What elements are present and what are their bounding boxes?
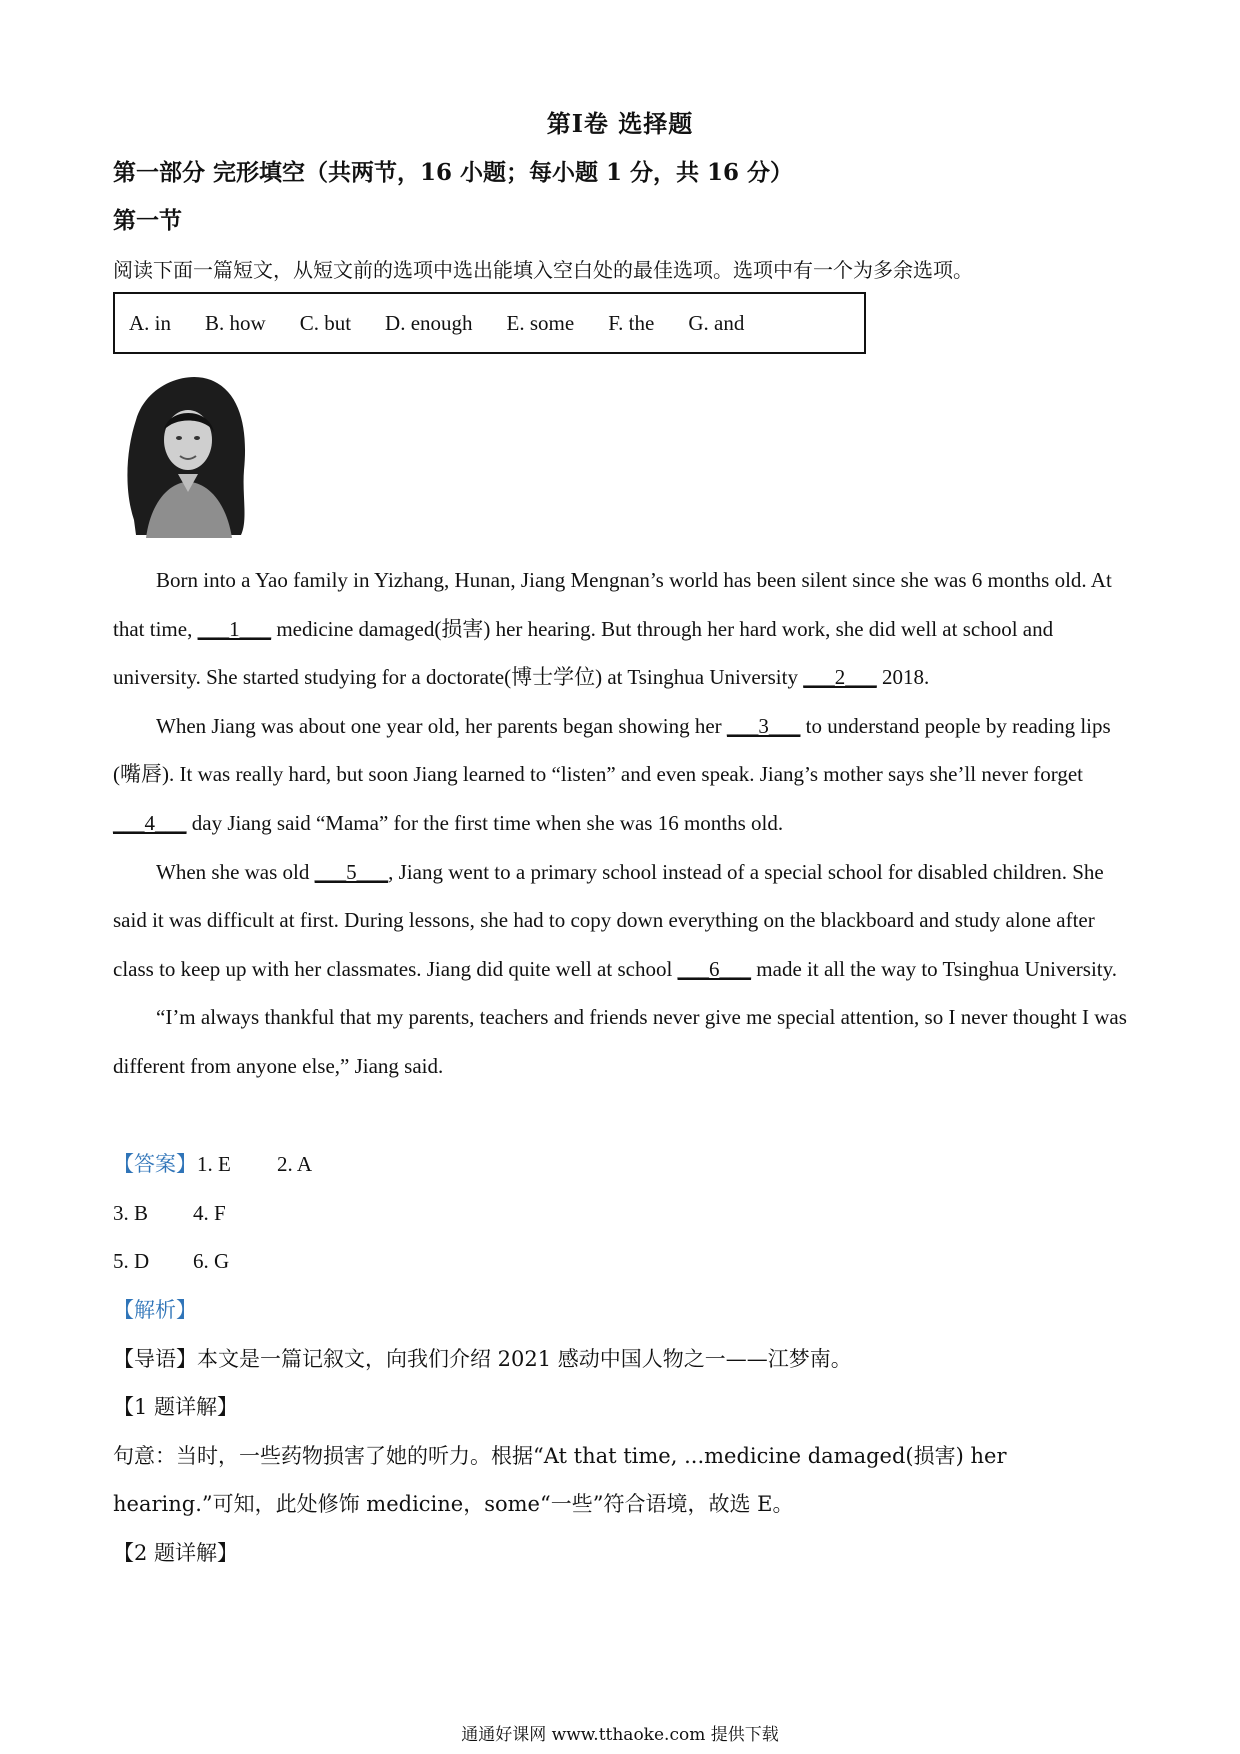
answer-item: 5. D <box>113 1249 150 1274</box>
section-title: 第一节 <box>113 207 182 234</box>
part-title: 第一部分 完形填空（共两节，16 小题；每小题 1 分，共 16 分） <box>113 159 794 186</box>
options-box <box>113 292 866 354</box>
passage-text: , Jiang went to a primary school instead of a special school for disabled children. She said it was difficult at first. During lessons, she had to copy down everything on the blackboard and study alone after class to keep up with her classmates. Jiang did quite well at school <box>113 859 1104 981</box>
analysis-tag: 【解析】 <box>113 1298 197 1322</box>
passage-text: Born into a Yao family in Yizhang, Hunan, Jiang Mengnan’s world has been silent since she was 6 months old. At that time, <box>113 568 1112 641</box>
option-f: F. the <box>608 310 655 335</box>
blank-1: ___1___ <box>197 616 272 641</box>
answer-row <box>113 1189 357 1238</box>
passage-paragraph <box>113 556 1133 702</box>
answer-row <box>113 1140 357 1189</box>
passage-text: to understand people by reading lips (嘴唇). It was really hard, but soon Jiang learned to “listen” and even speak. Jiang’s mother says she’ll never forget <box>113 713 1111 787</box>
option-c: C. but <box>299 310 352 335</box>
passage-paragraph: “I’m always thankful that my parents, teachers and friends never give me special attention, so I never thought I was different from anyone else,” Jiang said. <box>113 1005 1127 1078</box>
question-2-title: 【2 题详解】 <box>113 1540 239 1565</box>
analysis-block <box>113 1286 1133 1578</box>
passage-paragraph <box>113 848 1133 994</box>
passage-text: day Jiang said “Mama” for the first time when she was 16 months old. <box>186 810 784 835</box>
blank-3: ___3___ <box>726 713 801 738</box>
instruction-text: 阅读下面一篇短文，从短文前的选项中选出能填入空白处的最佳选项。选项中有一个为多余选项。 <box>113 258 973 282</box>
option-b: B. how <box>205 310 266 335</box>
footer-source: 通通好课网 www.tthaoke.com 提供下载 <box>461 1725 779 1745</box>
passage-text: made it all the way to Tsinghua University. <box>751 956 1118 981</box>
answer-item: 6. G <box>193 1249 230 1274</box>
answer-item: 4. F <box>193 1200 226 1225</box>
blank-4: ___4___ <box>113 810 187 835</box>
answers-block <box>113 1140 357 1286</box>
passage-text: When Jiang was about one year old, her parents began showing her <box>156 713 727 738</box>
blank-6: ___6___ <box>677 956 752 981</box>
question-1-title: 【1 题详解】 <box>113 1395 239 1420</box>
option-d: D. enough <box>385 310 473 335</box>
portrait-photo <box>116 370 256 538</box>
passage-text: 2018. <box>876 665 930 690</box>
answer-item: 1. E <box>197 1152 231 1176</box>
passage-paragraph <box>113 702 1133 848</box>
analysis-intro: 【导语】本文是一篇记叙文，向我们介绍 2021 感动中国人物之一——江梦南。 <box>113 1346 852 1371</box>
answer-row <box>113 1237 357 1286</box>
answer-item: 2. A <box>277 1152 313 1176</box>
blank-2: ___2___ <box>803 665 877 690</box>
passage-text: When she was old <box>156 859 315 884</box>
passage <box>113 556 1133 1091</box>
answer-tag: 【答案】 <box>113 1152 197 1176</box>
option-e: E. some <box>506 310 575 335</box>
volume-title: 第Ⅰ卷 选择题 <box>546 109 694 138</box>
option-a: A. in <box>129 310 171 335</box>
passage-text: medicine damaged(损害) her hearing. But through her hard work, she did well at school and university. She started studying for a doctorate(博士学位) at Tsinghua University <box>113 616 1054 690</box>
answer-item: 3. B <box>113 1200 149 1225</box>
question-1-explanation: 句意：当时，一些药物损害了她的听力。根据“At that time, ...medicine damaged(损害) her hearing.”可知，此处修饰 medicine，some“一些”符合语境，故选 E。 <box>113 1443 1007 1517</box>
option-g: G. and <box>688 310 745 335</box>
blank-5: ___5___ <box>314 859 389 884</box>
